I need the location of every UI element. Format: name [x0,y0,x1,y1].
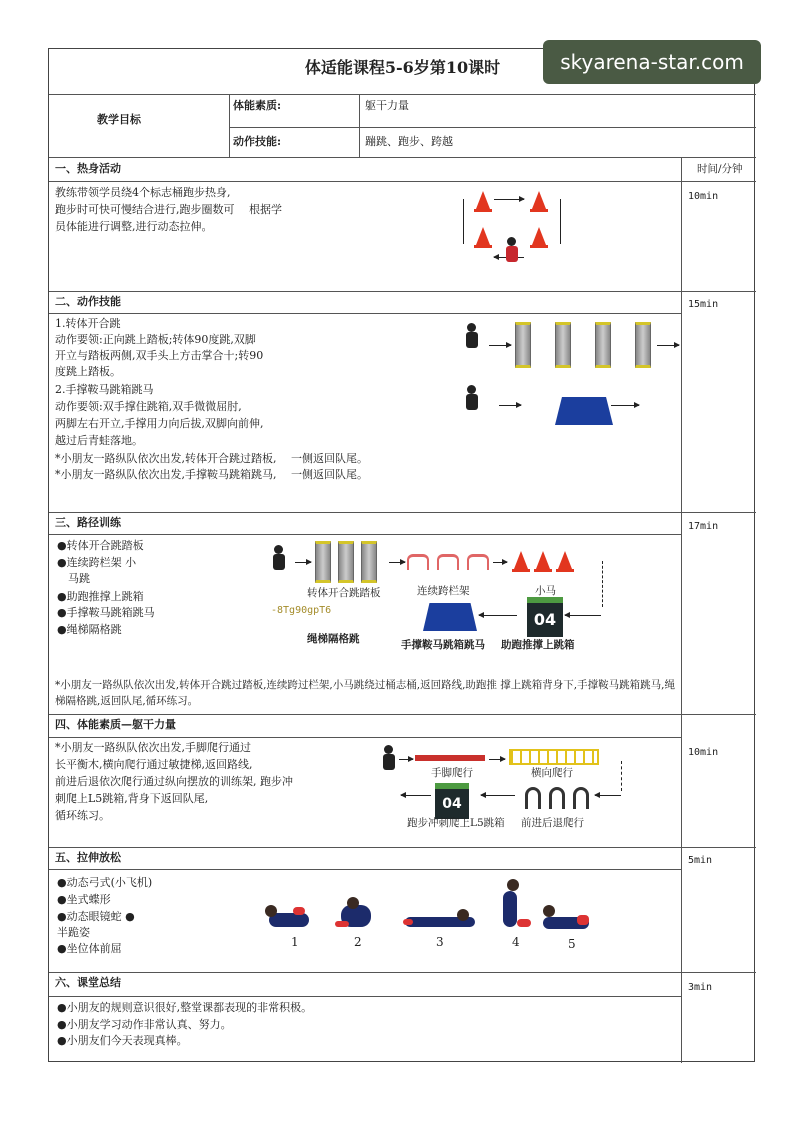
step-board-icon [361,541,377,583]
skills-line-5: 2.手撑鞍马跳箱跳马 [55,383,154,396]
section-title-core: 四、体能素质—躯干力量 [55,718,176,731]
summary-item-3: ●小朋友们今天表现真棒。 [57,1034,188,1047]
summary-item-2: ●小朋友学习动作非常认真、努力。 [57,1018,232,1031]
cone-icon [558,551,572,569]
rule [49,157,756,158]
rule [49,714,756,715]
time-header: 时间/分钟 [697,163,743,175]
arrow-icon [493,562,507,563]
label-backcrawl: 前进后退爬行 [521,817,584,829]
arrow-icon [560,199,561,244]
label-box: 助跑推撑上跳箱 [501,639,575,651]
stretch-item-4: 半跪姿 [57,926,90,939]
rule [49,291,756,292]
rule [49,534,681,535]
rule [49,313,681,314]
jump-box-icon: 04 [527,597,563,637]
skills-line-10: *小朋友一路纵队依次出发,手撑鞍马跳箱跳马, 一侧返回队尾。 [55,468,368,481]
arrow-icon [499,405,521,406]
cone-icon [476,227,490,245]
stretch-number-1: 1 [291,935,299,949]
arrow-icon [602,561,603,607]
skills-line-8: 越过后青蛙落地。 [55,434,143,447]
jump-box-icon: 04 [435,783,469,819]
section-title-summary: 六、课堂总结 [55,976,121,989]
arrow-icon [295,562,311,563]
vault-box-icon [423,603,477,631]
arrow-icon [489,759,505,760]
hurdle-icon [437,554,459,570]
core-line-1: *小朋友一路纵队依次出发,手脚爬行通过 [55,741,251,754]
rule [229,94,230,157]
summary-time: 3min [688,982,713,993]
core-line-5: 循环练习。 [55,809,110,822]
label-hurdle: 连续跨栏架 [417,585,470,597]
stretch-time: 5min [688,855,713,866]
path-item-5: ●手撑鞍马跳箱跳马 [57,606,155,619]
training-frame-icon [573,787,589,809]
path-item-3: 马跳 [57,572,90,585]
arrow-icon [565,615,601,616]
section-title-path: 三、路径训练 [55,516,121,529]
goal-skill-value: 蹦跳、跑步、跨越 [365,135,453,148]
arrow-icon [389,562,405,563]
cone-icon [532,227,546,245]
path-note: *小朋友一路纵队依次出发,转体开合跳过踏板,连续跨过栏架,小马跳绕过桶志桶,返回路线,助跑推 撑上跳箱背身下,手撑鞍马跳箱跳马,绳梯隔格跳,返回队尾,循环练习。 [55,679,675,707]
stretch-number-3: 3 [436,935,444,949]
hurdle-icon [407,554,429,570]
cone-icon [536,551,550,569]
skills-line-6: 动作要领:双手撑住跳箱,双手微微屈肘, [55,400,242,413]
warmup-line-1: 教练带领学员绕4个标志桶跑步热身, [55,186,231,199]
lesson-plan-table [48,48,755,1062]
rule [49,94,756,95]
step-board-icon [315,541,331,583]
cone-icon [514,551,528,569]
goal-skill-key: 动作技能: [233,135,282,148]
core-line-3: 前进后退依次爬行通过纵向摆放的训练架, 跑步冲 [55,775,293,788]
path-time: 17min [688,521,719,532]
step-board-icon [515,322,531,368]
page-title: 体适能课程5-6岁第10课时 [304,58,501,77]
path-item-4: ●助跑推撑上跳箱 [57,590,144,603]
arrow-icon [399,759,413,760]
cone-icon [532,191,546,209]
skills-line-1: 1.转体开合跳 [55,317,121,330]
goal-fitness-key: 体能素质: [233,99,282,112]
section-title-stretch: 五、拉伸放松 [55,851,121,864]
core-line-4: 刺爬上L5跳箱,背身下返回队尾, [55,792,209,805]
arrow-icon [489,345,511,346]
training-frame-icon [549,787,565,809]
stretch-butterfly-figure [333,895,385,929]
goal-fitness-value: 躯干力量 [365,99,409,112]
step-board-icon [635,322,651,368]
label-run: 跑步冲刺爬上L5跳箱 [407,817,505,829]
summary-item-1: ●小朋友的规则意识很好,整堂课都表现的非常积极。 [57,1001,313,1014]
arrow-icon [401,795,431,796]
arrow-icon [481,795,515,796]
cone-icon [476,191,490,209]
step-board-icon [595,322,611,368]
rule [49,181,756,182]
rule [49,869,681,870]
rule [229,127,756,128]
watermark-badge: skyarena-star.com [543,40,761,84]
skills-time: 15min [688,299,719,310]
core-time: 10min [688,747,719,758]
goals-label: 教学目标 [97,113,141,126]
vault-box-icon [555,397,613,425]
stretch-item-5: ●坐位体前屈 [57,942,122,955]
label-ladder: 绳梯隔格跳 [307,633,360,645]
rule [49,512,756,513]
stretch-bow-figure [263,901,315,935]
rule [49,996,681,997]
arrow-icon [494,199,524,200]
stretch-sit-reach-figure [539,901,591,935]
step-board-icon [338,541,354,583]
stretch-item-2: ●坐式蝶形 [57,893,111,906]
label-horse: 小马 [535,585,556,597]
warmup-time: 10min [688,191,719,202]
section-title-warmup: 一、热身活动 [55,162,121,175]
core-line-2: 长平衡木,横向爬行通过敏捷梯,返回路线, [55,758,253,771]
path-item-2: ●连续跨栏架 小 [57,556,137,569]
arrow-icon [657,345,679,346]
balance-beam-icon [415,755,485,761]
arrow-icon [595,795,621,796]
rule [49,847,756,848]
path-item-6: ●绳梯隔格跳 [57,623,122,636]
arrow-icon [479,615,517,616]
rule [359,94,360,157]
label-code: -8Tg90gpT6 [271,605,332,616]
label-board: 转体开合跳踏板 [307,587,381,599]
arrow-icon [621,761,622,791]
hurdle-icon [467,554,489,570]
stretch-number-5: 5 [568,937,576,951]
step-board-icon [555,322,571,368]
stretch-number-4: 4 [512,935,520,949]
section-title-skills: 二、动作技能 [55,295,121,308]
arrow-icon [463,199,464,244]
warmup-line-2: 跑步时可快可慢结合进行,跑步圈数可 根据学 [55,203,282,216]
label-crawl: 手脚爬行 [431,767,473,779]
skills-line-9: *小朋友一路纵队依次出发,转体开合跳过踏板, 一侧返回队尾。 [55,452,368,465]
agility-ladder-icon [509,749,599,765]
stretch-number-2: 2 [354,935,362,949]
path-item-1: ●转体开合跳踏板 [57,539,144,552]
skills-line-7: 两脚左右开立,手撑用力向后拔,双脚向前伸, [55,417,264,430]
skills-line-3: 开立与踏板两侧,双手头上方击掌合十;转90 [55,349,264,362]
arrow-icon [611,405,639,406]
stretch-kneel-figure [489,879,541,931]
training-frame-icon [525,787,541,809]
skills-line-4: 度跳上踏板。 [55,365,121,378]
stretch-item-3: ●动态眼镜蛇 ● [57,910,135,923]
label-side: 横向爬行 [531,767,573,779]
warmup-line-3: 员体能进行调整,进行动态拉伸。 [55,220,213,233]
rule [49,737,681,738]
rule [49,972,756,973]
label-vault: 手撑鞍马跳箱跳马 [401,639,485,651]
rule [681,157,682,1063]
stretch-item-1: ●动态弓式(小飞机) [57,876,153,889]
skills-line-2: 动作要领:正向跳上踏板;转体90度跳,双脚 [55,333,256,346]
